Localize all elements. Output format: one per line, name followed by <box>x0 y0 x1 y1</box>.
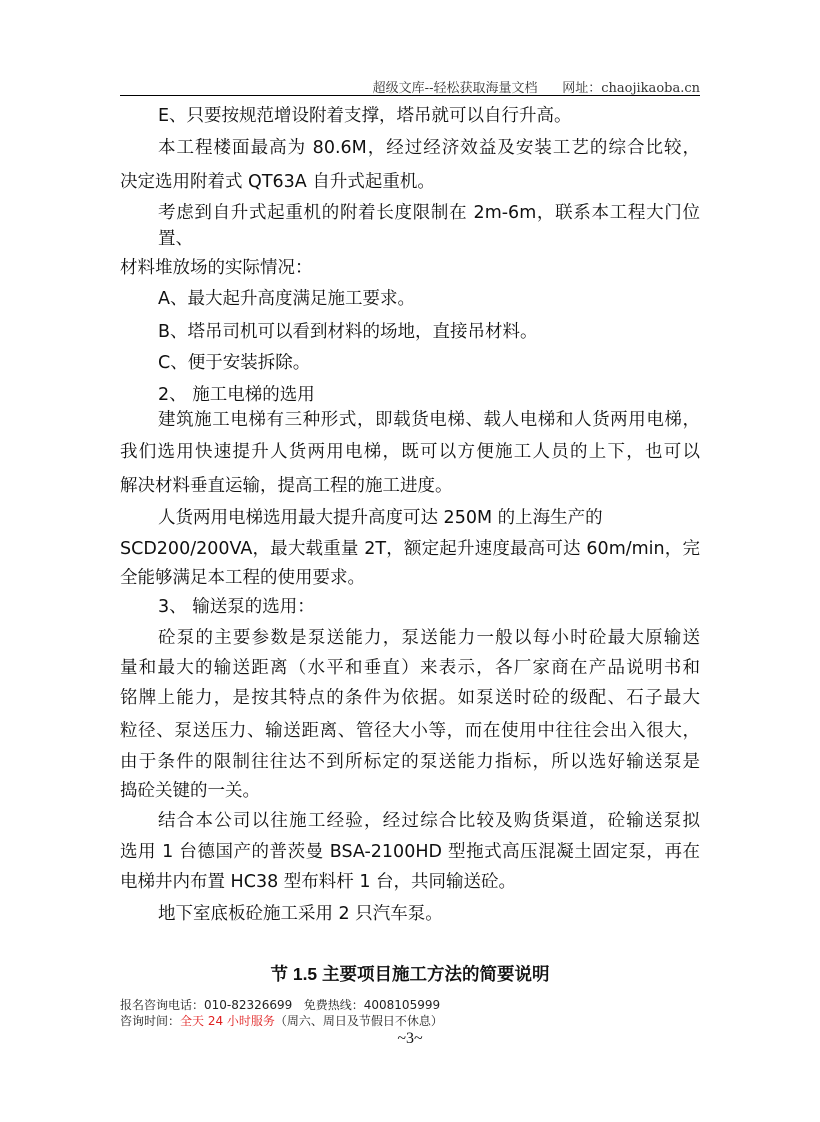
header-rule <box>120 95 700 96</box>
footer-hours <box>120 1012 443 1029</box>
text-line: 人货两用电梯选用最大提升高度可达 250M 的上海生产的 <box>158 508 603 528</box>
page-header <box>373 77 700 96</box>
header-site: 超级文库--轻松获取海量文档 <box>372 81 538 96</box>
text-line: 电梯井内布置 HC38 型布料杆 1 台，共同输送砼。 <box>120 872 517 892</box>
text-line: 建筑施工电梯有三种形式，即载货电梯、载人电梯和人货两用电梯， <box>158 410 700 430</box>
text-line: A、最大起升高度满足施工要求。 <box>158 289 415 309</box>
text-line: 2、 施工电梯的选用 <box>158 385 315 405</box>
text-line: 捣砼关键的一关。 <box>120 781 260 801</box>
text-line: 量和最大的输送距离（水平和垂直）来表示，各厂家商在产品说明书和 <box>120 658 700 678</box>
text-line: 解决材料垂直运输，提高工程的施工进度。 <box>120 476 453 496</box>
text-line: C、便于安装拆除。 <box>158 353 311 373</box>
section-heading: 节 1.5 主要项目施工方法的简要说明 <box>270 964 550 984</box>
text-line: 选用 1 台德国产的普茨曼 BSA-2100HD 型拖式高压混凝土固定泵，再在 <box>120 842 700 862</box>
text-line: E、只要按规范增设附着支撑，塔吊就可以自行升高。 <box>158 106 572 126</box>
text-line: 我们选用快速提升人货两用电梯，既可以方便施工人员的上下，也可以 <box>120 442 700 462</box>
hours-label: 咨询时间： <box>120 1014 181 1028</box>
text-line: 砼泵的主要参数是泵送能力，泵送能力一般以每小时砼最大原输送 <box>158 628 700 648</box>
text-line: 材料堆放场的实际情况： <box>120 258 313 278</box>
text-line: 由于条件的限制往往达不到所标定的泵送能力指标，所以选好输送泵是 <box>120 752 700 772</box>
header-url: 网址：chaojikaoba.cn <box>562 81 700 96</box>
text-line: 结合本公司以往施工经验，经过综合比较及购货渠道，砼输送泵拟 <box>158 811 700 831</box>
text-line: 置、 <box>158 229 193 249</box>
text-line: 决定选用附着式 QT63A 自升式起重机。 <box>120 172 435 192</box>
text-line: 考虑到自升式起重机的附着长度限制在 2m-6m，联系本工程大门位 <box>158 203 700 223</box>
text-line: SCD200/200VA，最大载重量 2T，额定起升速度最高可达 60m/min，完 <box>120 539 700 559</box>
text-line: 3、 输送泵的选用： <box>158 597 315 617</box>
page-number: ~3~ <box>397 1030 423 1047</box>
text-line: B、塔吊司机可以看到材料的场地，直接吊材料。 <box>158 322 538 342</box>
text-line: 地下室底板砼施工采用 2 只汽车泵。 <box>158 904 443 924</box>
text-line: 全能够满足本工程的使用要求。 <box>120 568 365 588</box>
text-line: 本工程楼面最高为 80.6M，经过经济效益及安装工艺的综合比较， <box>158 138 700 158</box>
hours-note: （周六、周日及节假日不休息） <box>274 1014 443 1028</box>
hours-highlight: 全天 24 小时服务 <box>180 1014 275 1028</box>
text-line: 铭牌上能力，是按其特点的条件为依据。如泵送时砼的级配、石子最大 <box>120 688 700 708</box>
footer-phone: 报名咨询电话：010-82326699 免费热线：4008105999 <box>120 998 441 1012</box>
text-line: 粒径、泵送压力、输送距离、管径大小等，而在使用中往往会出入很大， <box>120 721 700 741</box>
